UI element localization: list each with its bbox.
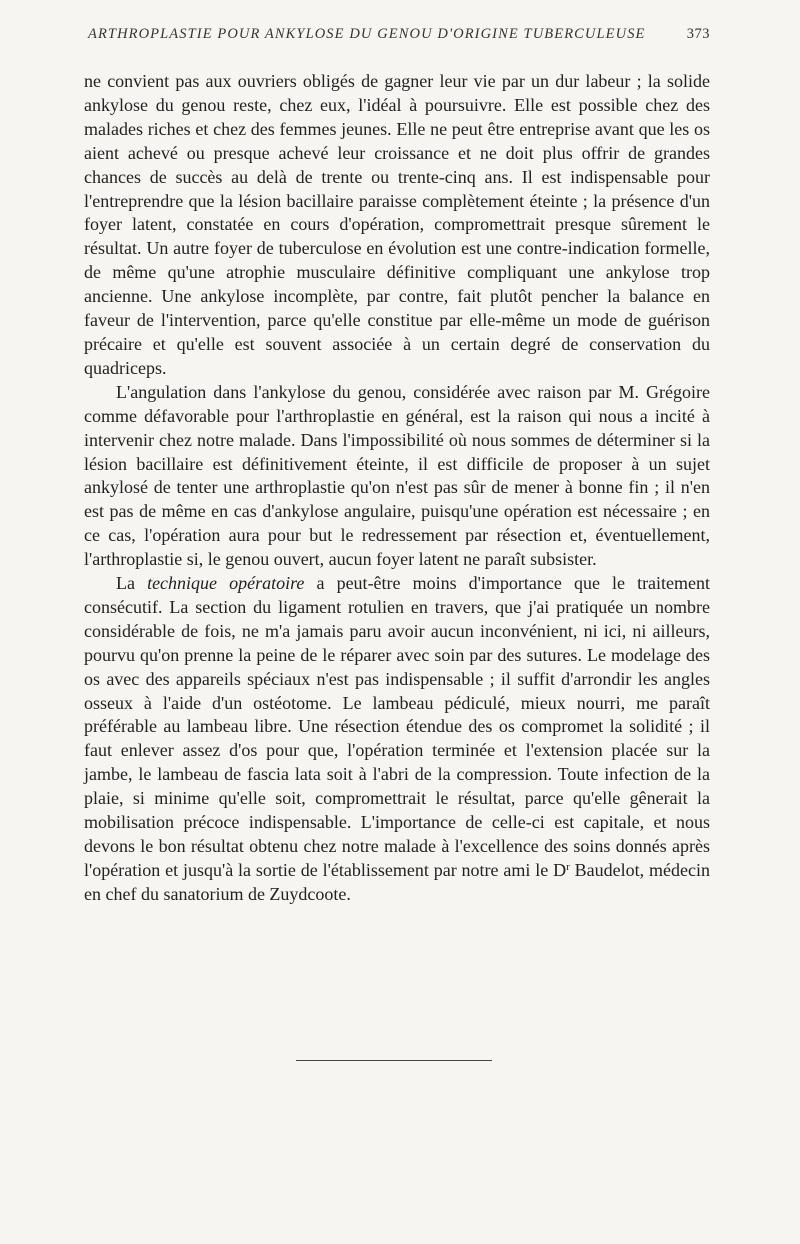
- running-header: [88, 26, 710, 48]
- end-rule: [296, 1060, 492, 1061]
- paragraph-3: [84, 572, 710, 907]
- body-text: [84, 70, 710, 907]
- paragraph-2: L'angulation dans l'ankylose du genou, considérée avec raison par M. Grégoire comme défavorable pour l'arthroplastie en général, est la raison qui nous a incité à intervenir chez notre malade. Dans l'impossibilité où nous sommes de déterminer si la lésion bacillaire est définitivement éteinte, il est difficile de proposer à un sujet ankylosé de tenter une arthroplastie qu'on n'est pas sûr de mener à bonne fin ; il n'en est pas de même en cas d'ankylose angulaire, puisqu'une opération est nécessaire ; en ce cas, l'opération aura pour but le redressement par résection et, éventuellement, l'arthroplastie si, le genou ouvert, aucun foyer latent ne paraît subsister.: [84, 381, 710, 570]
- paragraph-1: ne convient pas aux ouvriers obligés de gagner leur vie par un dur labeur ; la solide ankylose du genou reste, chez eux, l'idéal à poursuivre. Elle est possible chez des malades riches et chez des femmes jeunes. Elle ne peut être entreprise avant que les os aient achevé ou presque achevé leur croissance et ne doit plus offrir de grandes chances de succès au delà de trente ou trente-cinq ans. Il est indispensable pour l'entreprendre que la lésion bacillaire paraisse complètement éteinte ; la présence d'un foyer latent, constatée en cours d'opération, compromettrait presque sûrement le résultat. Un autre foyer de tuberculose en évolution est une contre-indication formelle, de même qu'une atrophie musculaire définitive compliquant une ankylose trop ancienne. Une ankylose incomplète, par contre, fait plutôt pencher la balance en faveur de l'intervention, parce qu'elle constitue par elle-même un mode de guérison précaire et qu'elle est souvent associée à un certain degré de conservation du quadriceps.: [84, 71, 710, 378]
- page-number: 373: [686, 26, 710, 42]
- italic-term: technique opératoire: [147, 573, 305, 594]
- superscript: r: [566, 860, 570, 873]
- paragraph-3-lead: La: [116, 573, 135, 594]
- paragraph-3-main: a peut-être moins d'importance que le traitement consécutif. La section du ligament rotulien en travers, que j'ai pratiquée un nombre considérable de fois, ne m'a jamais paru avoir aucun inconvénient, ni ici, ni ailleurs, pourvu qu'on prenne la peine de le réparer avec soin par des sutures. Le modelage des os avec des appareils spéciaux n'est pas indispensable ; il suffit d'arrondir les angles osseux à l'aide d'un ostéotome. Le lambeau pédiculé, mieux nourri, me paraît préférable au lambeau libre. Une résection étendue des os compromet la solidité ; il faut enlever assez d'os pour que, l'opération terminée et l'extension placée sur la jambe, le lambeau de fascia lata soit à l'abri de la compression. Toute infection de la plaie, si minime qu'elle soit, compromettrait le résultat, parce qu'elle gênerait la mobilisation précoce indispensable. L'importance de celle-ci est capitale, et nous devons le bon résultat obtenu chez notre malade à l'excellence des soins donnés après l'opération et jusqu'à la sortie de l'établissement par notre ami le D: [84, 573, 711, 880]
- running-title: ARTHROPLASTIE POUR ANKYLOSE DU GENOU D'ORIGINE TUBERCULEUSE: [88, 26, 646, 42]
- paragraph-3-tail: Baudelot, médecin en chef du sanatorium de Zuydcoote.: [84, 859, 710, 904]
